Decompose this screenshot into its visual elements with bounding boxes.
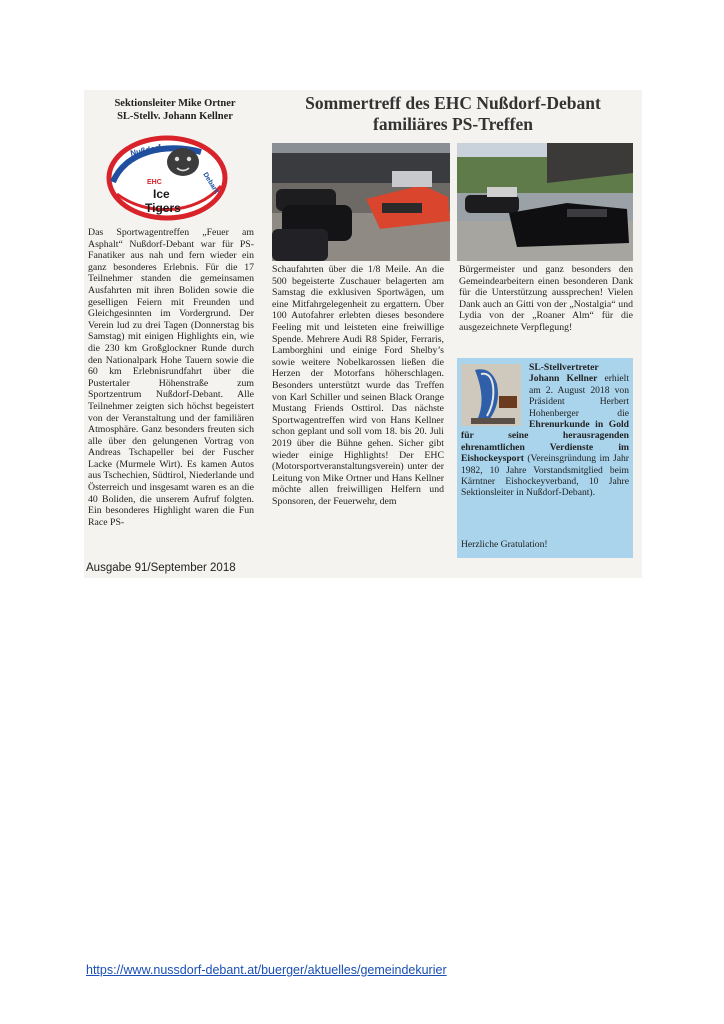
congratulation: Herzliche Gratulation! [461,539,548,550]
honor-box [457,358,633,558]
ice-tigers-logo [105,132,230,224]
honor-heading-line2: Johann Kellner [529,373,598,385]
logo-main-line1: Ice [153,187,170,201]
title-line-2: familiäres PS-Treffen [373,114,533,134]
honor-heading-line1: SL-Stellvertreter [529,362,599,373]
logo-right-text: Debant [201,171,220,196]
logo-top-text: Nußdorf [129,142,162,158]
source-link[interactable]: https://www.nussdorf-debant.at/buerger/aktuelles/gemeindekurier [86,963,447,977]
section-leader: Sektionsleiter Mike Ortner [114,98,236,109]
honor-text-2: (Vereinsgründung im Jahr 1982, 10 Jahre Vorstandsmitglied beim Kärntner Eishockeyverband, 10 Jahre Sektionsleiter in Nußdorf-Debant). [461,453,629,499]
article-column-3: Bürgermeister und ganz besonders den Gemeindearbeitern einen besonderen Dank für die Unterstützung aussprechen! Vielen Dank auch an Gitti von der „Nostalgia“ und Lydia von der „Roaner Alm“ für die ausgezeichnete Verpflegung! [459,264,633,333]
honor-award: Ehrenurkunde in Gold für seine herausragenden ehrenamtlichen Verdienste im Eishockeysport [461,419,629,465]
photo-sportscars-hall [272,143,450,261]
section-heading [95,97,255,123]
tiger-head-icon [167,148,199,176]
section-deputy: SL-Stellv. Johann Kellner [117,111,233,122]
honor-text-1: erhielt am 2. August 2018 von Präsident Herbert Hohenberger die [529,373,629,419]
title-line-1: Sommertreff des EHC Nußdorf-Debant [305,93,601,113]
issue-label: Ausgabe 91/September 2018 [86,562,236,574]
logo-small-text: EHC [147,179,162,186]
article-title [268,93,638,135]
photo-ferraris-outdoor [457,143,633,261]
article-column-1: Das Sportwagentreffen „Feuer am Asphalt“ Nußdorf-Debant war für PS-Fanatiker aus nah und fern wieder ein ganz besonderes Erlebnis. Für die 17 Teilnehmer standen die gemeinsamen Ausfahrten mit ihren Boliden sowie die geselligen Feiern mit Freunden und Gleichgesinnten im Vordergrund. Der Verein lud zu drei Tagen (Donnerstag bis Samstag) mit einigen Highlights ein, wie die 230 km Großglockner Runde durch den Nationalpark Hohe Tauern sowie die 60 km Erlebnisrundfahrt über die Pustertaler Höhenstraße zum Sportzentrum Nußdorf-Debant. Alle Teilnehmer zeigten sich höchst begeistert von der Veranstaltung und der familiären Atmosphäre. Ganz besonders freuten sich alle über den gelungenen Vortrag von Andreas Tschapeller bei der Fuscher Lacke (Murmele Wirt). Es kamen Autos aus Tschechien, Südtirol, Niederlande und Österreich und insgesamt waren es an die 40 Boliden, die unserem Aufruf folgten. Ein besonderes Highlight waren die Fun Race PS- [88,227,254,528]
logo-main-line2: Tigers [145,201,181,215]
honor-text [461,362,629,499]
article-column-2: Schaufahrten über die 1/8 Meile. An die 500 begeisterte Zuschauer belagerten am Samstag die exklusiven Sportwägen, um eine Mitfahrgelegenheit zu ergattern. Über 100 Autofahrer erlebten dieses besondere Feeling mit und leisteten eine freiwillige Spende. Mehrere Audi R8 Spider, Ferraris, Lamborghini und einige Ford Shelby’s sowie weitere Nobelkarossen ließen die Herzen der Motorfans höherschlagen. Besonders unterstützt wurde das Treffen von Karl Schiller und seinen Black Orange Mustang Friends Osttirol. Das nächste Sportwagentreffen wird von Hans Kellner schon geplant und soll vom 18. bis 20. Juli 2019 über die Bühne gehen. Sicher gibt wieder einige Highlights! Der EHC (Motorsportveranstaltungsverein) unter der Leitung von Mike Ortner und Hans Kellner möchte allen freiwilligen Helfern und Sponsoren, der Feuerwehr, dem [272,264,444,507]
